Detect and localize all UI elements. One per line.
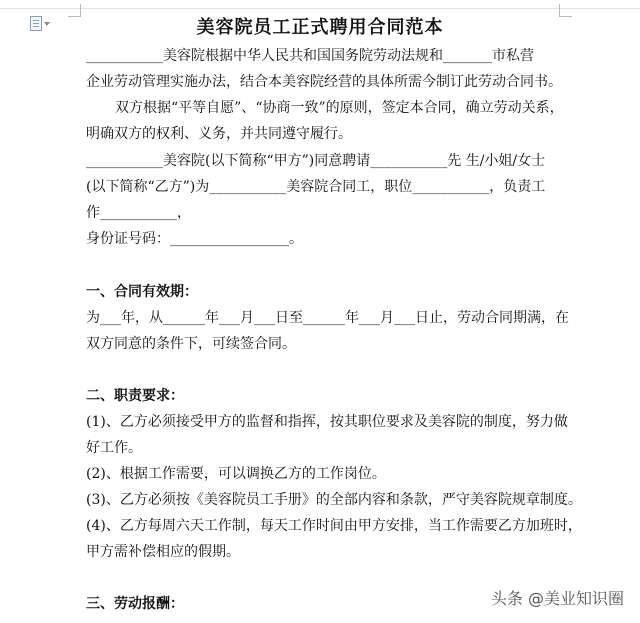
paragraph-line: 明确双方的权利、义务，并共同遵守履行。 [86,126,352,142]
document-title: 美容院员工正式聘用合同范本 [196,17,444,38]
paragraph-line: 双方根据“平等自愿”、“协商一致”的原则，签定本合同，确立劳动关系， [115,100,564,116]
paragraph-line: 作___________， [86,205,191,221]
paragraph-line: 甲方需补偿相应的假期。 [86,544,240,560]
page-top-edge [0,0,640,9]
paragraph-line: (1)、乙方必须接受甲方的监督和指挥，按其职位要求及美容院的制度，努力做 [86,414,568,430]
paragraph-line: 双方同意的条件下，可续签合同。 [86,336,296,352]
paragraph-line: ___________美容院根据中华人民共和国国务院劳动法规和_______市私营 [86,48,534,64]
paragraph-line: (3)、乙方必须按《美容院员工手册》的全部内容和条款，严守美容院规章制度。 [86,492,582,508]
paragraph-line: 身份证号码：_________________。 [86,231,303,247]
paragraph-line: 好工作。 [86,440,142,456]
section-heading: 二、职责要求： [86,388,184,404]
watermark-text: 头条 @美业知识圈 [490,589,624,608]
paragraph-line: 为___年，从______年___月___日至______年___月___日止，劳动合同期满，在 [86,310,569,326]
paragraph-line: ___________美容院(以下简称“甲方”)同意聘请___________先 生/小姐/女士 [86,153,546,169]
section-heading: 三、劳动报酬： [86,596,184,612]
paragraph-line: (以下简称“乙方”)为___________美容院合同工，职位___________，负责工 [86,179,546,195]
paragraph-line: (2)、根据工作需要，可以调换乙方的工作岗位。 [86,466,386,482]
paragraph-line: 企业劳动管理实施办法，结合本美容院经营的具体所需今制订此劳动合同书。 [86,74,562,90]
section-heading: 一、合同有效期： [86,284,198,300]
paragraph-line: (4)、乙方每周六天工作制，每天工作时间由甲方安排，当工作需要乙方加班时， [86,518,582,534]
